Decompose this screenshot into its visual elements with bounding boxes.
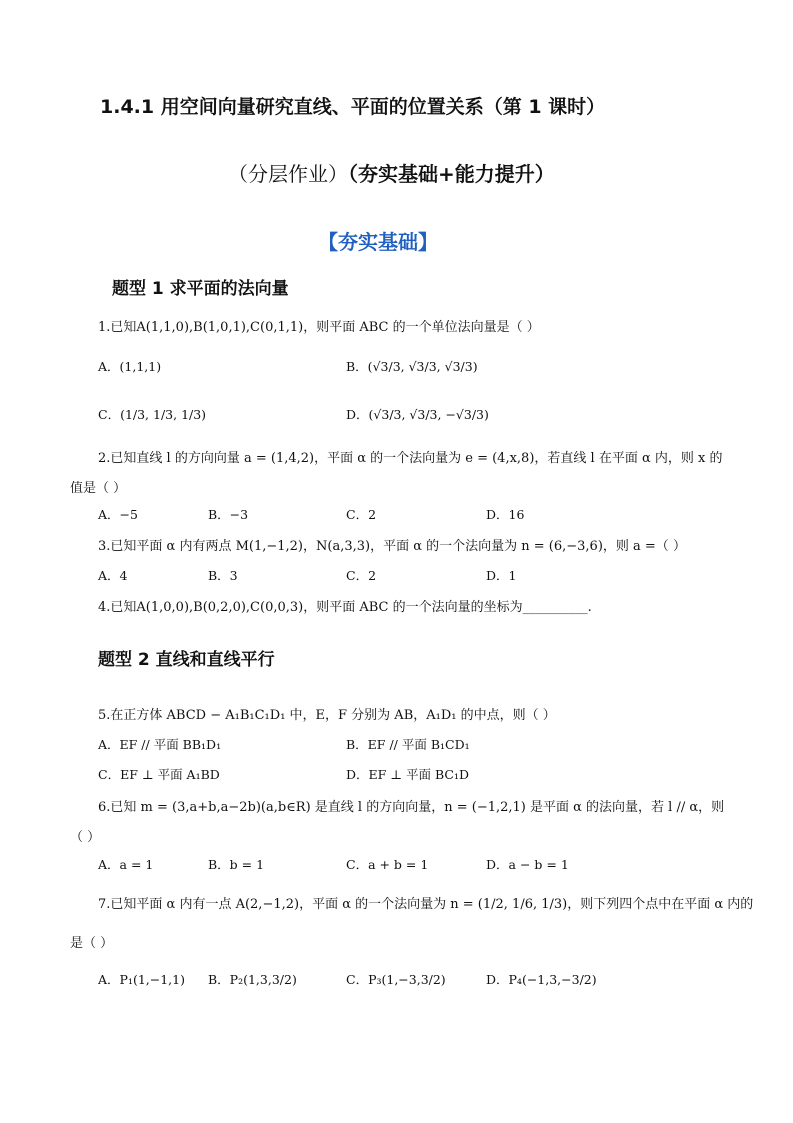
q3-stem: 3.已知平面 α 内有两点 M(1,−1,2)，N(a,3,3)，平面 α 的一个法向量为 n = (6,−3,6)，则 a =（ ） bbox=[98, 539, 686, 554]
q6-stem-line2: （ ） bbox=[70, 830, 101, 845]
q6-option-c: C．a + b = 1 bbox=[346, 857, 429, 872]
q1-option-b: B．(√3/3, √3/3, √3/3) bbox=[346, 359, 478, 374]
q1-option-c: C．(1/3, 1/3, 1/3) bbox=[98, 407, 207, 422]
section-label: 【夯实基础】 bbox=[318, 230, 438, 254]
page-subtitle bbox=[228, 158, 555, 187]
q2-stem-line2: 值是（ ） bbox=[70, 481, 127, 496]
q5-option-d: D．EF ⊥ 平面 BC₁D bbox=[346, 767, 470, 782]
q2-option-c: C．2 bbox=[346, 507, 377, 522]
q7-option-a: A．P₁(1,−1,1) bbox=[98, 972, 185, 987]
q1-stem: 1.已知A(1,1,0),B(1,0,1),C(0,1,1)，则平面 ABC 的一个单位法向量是（ ） bbox=[98, 320, 540, 335]
type2-heading: 题型 2 直线和直线平行 bbox=[98, 650, 275, 670]
q2-option-a: A．−5 bbox=[98, 507, 138, 522]
q2-option-d: D．16 bbox=[486, 507, 525, 522]
q3-option-a: A．4 bbox=[98, 568, 128, 583]
q7-stem-line1: 7.已知平面 α 内有一点 A(2,−1,2)，平面 α 的一个法向量为 n = (1/2, 1/6, 1/3)，则下列四个点中在平面 α 内的 bbox=[98, 897, 754, 912]
q7-option-c: C．P₃(1,−3,3/2) bbox=[346, 972, 446, 987]
q4-stem: 4.已知A(1,0,0),B(0,2,0),C(0,0,3)，则平面 ABC 的一个法向量的坐标为__________. bbox=[98, 600, 592, 615]
q5-option-a: A．EF // 平面 BB₁D₁ bbox=[98, 737, 222, 752]
q3-option-c: C．2 bbox=[346, 568, 377, 583]
q6-option-b: B．b = 1 bbox=[208, 857, 265, 872]
q2-option-b: B．−3 bbox=[208, 507, 249, 522]
q1-option-a: A．(1,1,1) bbox=[98, 359, 162, 374]
q6-option-a: A．a = 1 bbox=[98, 857, 154, 872]
subtitle-plain: （分层作业） bbox=[228, 162, 348, 186]
q7-option-d: D．P₄(−1,3,−3/2) bbox=[486, 972, 597, 987]
q5-option-b: B．EF // 平面 B₁CD₁ bbox=[346, 737, 470, 752]
q7-option-b: B．P₂(1,3,3/2) bbox=[208, 972, 297, 987]
q5-option-c: C．EF ⊥ 平面 A₁BD bbox=[98, 767, 220, 782]
q3-option-d: D．1 bbox=[486, 568, 517, 583]
page-title: 1.4.1 用空间向量研究直线、平面的位置关系（第 1 课时） bbox=[100, 96, 606, 118]
q6-option-d: D．a − b = 1 bbox=[486, 857, 569, 872]
q7-stem-line2: 是（ ） bbox=[70, 936, 114, 951]
subtitle-bold: （夯实基础+能力提升） bbox=[348, 162, 555, 186]
q5-stem: 5.在正方体 ABCD − A₁B₁C₁D₁ 中，E，F 分别为 AB，A₁D₁ 的中点，则（ ） bbox=[98, 708, 556, 723]
type1-heading: 题型 1 求平面的法向量 bbox=[112, 279, 289, 299]
q1-option-d: D．(√3/3, √3/3, −√3/3) bbox=[346, 407, 489, 422]
q6-stem-line1: 6.已知 m = (3,a+b,a−2b)(a,b∈R) 是直线 l 的方向向量，n = (−1,2,1) 是平面 α 的法向量，若 l // α，则 bbox=[98, 800, 725, 815]
q3-option-b: B．3 bbox=[208, 568, 238, 583]
q2-stem-line1: 2.已知直线 l 的方向向量 a = (1,4,2)，平面 α 的一个法向量为 e = (4,x,8)，若直线 l 在平面 α 内，则 x 的 bbox=[98, 451, 723, 466]
